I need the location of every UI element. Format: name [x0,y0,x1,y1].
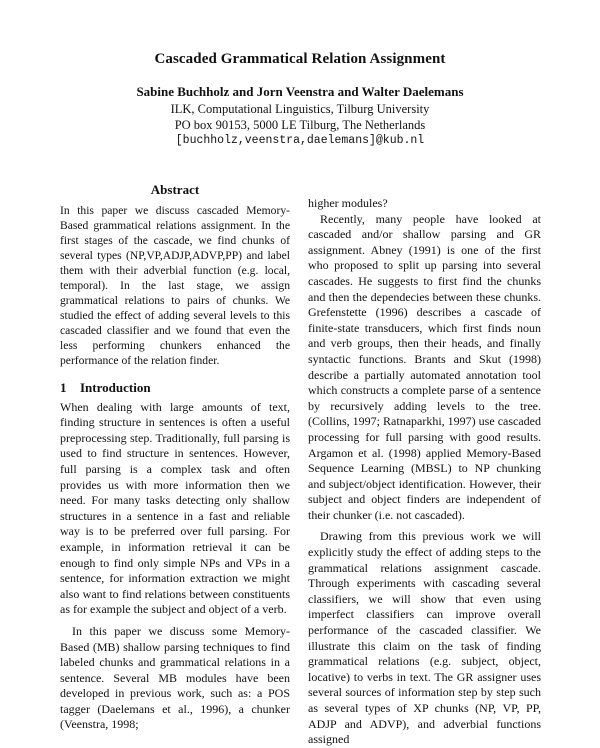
contribution-paragraph: Drawing from this previous work we will explicitly study the effect of adding steps to the grammatical relations assignment cascade. Through experiments with cascading several classifiers, we will show that even using imperfect classifiers can improve overall performance of the cascaded classifier. We illustrate this claim on the task of finding grammatical relations (e.g. subject, object, locative) to verbs in text. The GR assigner uses several sources of information step by step such as several types of XP chunks (NP, VP, PP, ADJP and ADVP), and adverbial functions assigned [308,529,541,747]
section-heading-introduction [60,380,290,396]
affiliation-line-1: ILK, Computational Linguistics, Tilburg University [170,102,430,116]
paper-title: Cascaded Grammatical Relation Assignment [154,51,446,67]
affiliation-line-2: PO box 90153, 5000 LE Tilburg, The Netherlands [174,118,426,132]
continued-line: higher modules? [308,196,388,210]
left-column [60,203,290,733]
author-emails: [buchholz,veenstra,daelemans]@kub.nl [175,134,425,147]
abstract-heading: Abstract [150,182,200,197]
abstract-text: In this paper we discuss cascaded Memory-Based grammatical relations assignment. In the first stages of the cascade, we find chunks of several types (NP,VP,ADJP,ADVP,PP) and label them with their adverbial function (e.g. local, temporal). In the last stage, we assign grammatical relations to pairs of chunks. We studied the effect of adding several levels to this cascaded classifier and we found that even the less performing chunkers enhanced the performance of the relation finder. [60,204,290,367]
intro-paragraph-2: In this paper we discuss some Memory-Based (MB) shallow parsing techniques to find labeled chunks and grammatical relations in a sentence. Several MB modules have been developed in previous work, such as: a POS tagger (Daelemans et al., 1996), a chunker (Veenstra, 1998; [60,623,290,732]
section-number: 1 [60,380,67,395]
author-list: Sabine Buchholz and Jorn Veenstra and Walter Daelemans [136,84,464,99]
related-work-paragraph: Recently, many people have looked at cascaded and/or shallow parsing and GR assignment. Abney (1991) is one of the first who proposed to split up parsing into several cascades. He suggests to first find the chunks and then the dependecies between these chunks. Grefenstette (1996) describes a cascade of finite-state transducers, which first finds noun and verb groups, then their heads, and finally syntactic functions. Brants and Skut (1998) describe a partially automated annotation tool which constructs a complete parse of a sentence by recursively adding levels to the tree. (Collins, 1997; Ratnaparkhi, 1997) use cascaded processing for full parsing with good results. Argamon et al. (1998) applied Memory-Based Sequence Learning (MBSL) to NP chunking and subject/object identification. However, their subject and object finders are independent of their chunker (i.e. not cascaded). [308,211,541,522]
section-title: Introduction [80,380,151,395]
right-column [308,196,541,748]
intro-paragraph-1: When dealing with large amounts of text, finding structure in sentences is often a useful preprocessing step. Traditionally, full parsing is used to find structure in sentences. However, full parsing is a complex task and often provides us with more information then we need. For many tasks detecting only shallow structures in a sentence in a fast and reliable way is to be preferred over full parsing. For example, in information retrieval it can be enough to find only simple NPs and VPs in a sentence, for information extraction we might also want to find relations between constituents as for example the subject and object of a verb. [60,399,290,617]
